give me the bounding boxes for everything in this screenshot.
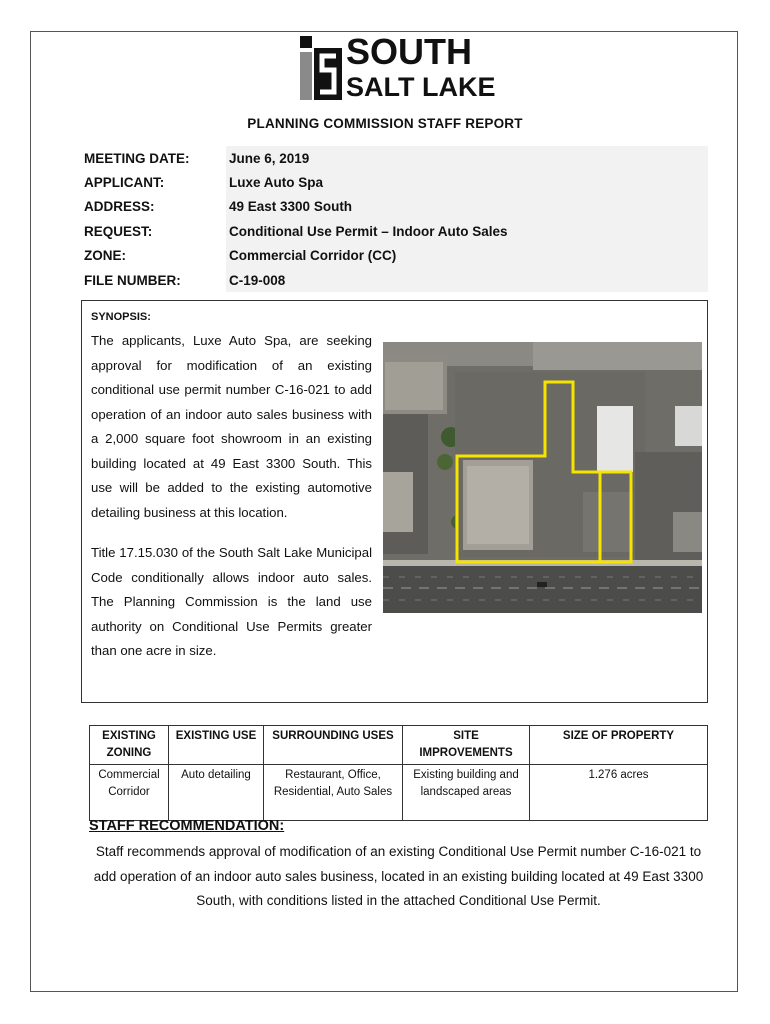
- table-header-row: [90, 726, 708, 765]
- info-row-applicant: [82, 170, 708, 194]
- info-row-meeting-date: [82, 146, 708, 170]
- property-summary-table: [89, 725, 708, 821]
- info-label: APPLICANT:: [84, 175, 165, 191]
- column-header: EXISTING ZONING: [90, 726, 169, 765]
- info-row-request: [82, 219, 708, 243]
- column-header: SIZE OF PROPERTY: [530, 726, 708, 765]
- table-cell: Commercial Corridor: [90, 765, 169, 821]
- column-header: SITE IMPROVEMENTS: [403, 726, 530, 765]
- column-header: SURROUNDING USES: [264, 726, 403, 765]
- info-row-file-number: [82, 268, 708, 292]
- synopsis-section: [81, 300, 708, 703]
- synopsis-paragraph: The applicants, Luxe Auto Spa, are seeking approval for modification of an existing conditional use permit number C-16-021 to add operation of an indoor auto sales business with a 2,000 square foot showroom in an existing building located at 49 East 3300 South. This use will be added to the existing automotive detailing business at this location.: [91, 333, 372, 520]
- table-row: [90, 765, 708, 821]
- info-label: REQUEST:: [84, 223, 153, 239]
- logo-text-south: SOUTH: [346, 31, 472, 72]
- table-cell: Auto detailing: [169, 765, 264, 821]
- column-header: EXISTING USE: [169, 726, 264, 765]
- info-value: Commercial Corridor (CC): [226, 244, 708, 268]
- ssl-logo-mark-icon: [300, 36, 342, 100]
- info-value: C-19-008: [226, 268, 708, 292]
- info-row-zone: [82, 244, 708, 268]
- logo-text-salt-lake: SALT LAKE: [346, 72, 496, 102]
- info-value: Luxe Auto Spa: [226, 170, 708, 194]
- table-cell: Restaurant, Office, Residential, Auto Sales: [264, 765, 403, 821]
- info-table: [82, 146, 708, 292]
- info-value: Conditional Use Permit – Indoor Auto Sales: [226, 219, 708, 243]
- synopsis-text: [91, 329, 372, 680]
- synopsis-heading: SYNOPSIS:: [91, 311, 151, 323]
- info-label: MEETING DATE:: [84, 150, 190, 166]
- synopsis-paragraph: Title 17.15.030 of the South Salt Lake Municipal Code conditionally allows indoor auto sales. The Planning Commission is the land use authority on Conditional Use Permits greater than one acre in size.: [91, 545, 372, 658]
- recommendation-text: Staff recommends approval of modification of an existing Conditional Use Permit number C-16-021 to add operation of an indoor auto sales business, located in an existing building located at 49 East 3300 South, with conditions listed in the attached Conditional Use Permit.: [93, 844, 704, 908]
- recommendation-heading: STAFF RECOMMENDATION:: [89, 818, 285, 834]
- info-label: ZONE:: [84, 248, 126, 264]
- info-value: June 6, 2019: [226, 146, 708, 170]
- table-cell: 1.276 acres: [530, 765, 708, 821]
- aerial-site-map: [383, 342, 702, 613]
- table-cell: Existing building and landscaped areas: [403, 765, 530, 821]
- info-label: FILE NUMBER:: [84, 272, 181, 288]
- city-logo: [300, 31, 500, 104]
- report-title: PLANNING COMMISSION STAFF REPORT: [247, 116, 523, 131]
- info-label: ADDRESS:: [84, 199, 155, 215]
- info-value: 49 East 3300 South: [226, 195, 708, 219]
- info-row-address: [82, 195, 708, 219]
